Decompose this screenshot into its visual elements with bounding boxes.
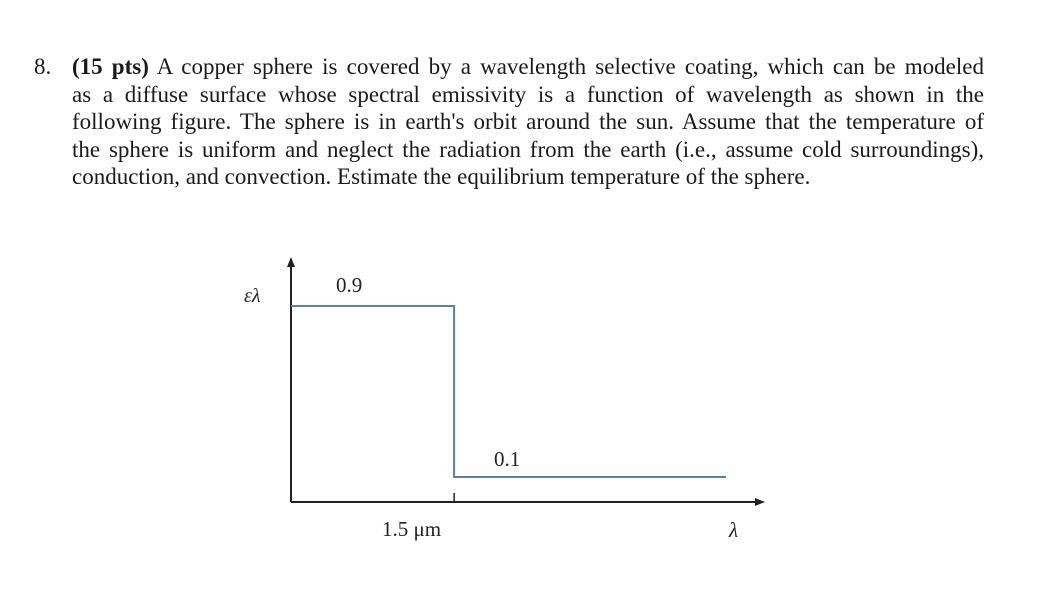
cutoff-label: 1.5 μm bbox=[382, 517, 442, 541]
problem-points: (15 pts) bbox=[72, 54, 149, 79]
high-value-label: 0.9 bbox=[336, 273, 363, 297]
problem-line-4: the sphere is uniform and neglect the radiation from the earth (i.e., assume cold surroundings), bbox=[72, 136, 984, 162]
problem-line-2: as a diffuse surface whose spectral emissivity is a function of wavelength as shown in the bbox=[72, 81, 984, 107]
y-axis-label: ελ bbox=[244, 285, 261, 307]
problem-line-1: (15 pts) A copper sphere is covered by a wavelength selective coating, which can be modeled bbox=[72, 54, 984, 79]
x-axis-label: λ bbox=[729, 518, 739, 542]
problem-line-3: following figure. The sphere is in earth's orbit around the sun. Assume that the temperature of bbox=[72, 109, 984, 134]
low-value-label: 0.1 bbox=[494, 447, 521, 471]
problem-number: 8. bbox=[34, 54, 52, 79]
problem-line-5: conduction, and convection. Estimate the equilibrium temperature of the sphere. bbox=[72, 164, 811, 189]
